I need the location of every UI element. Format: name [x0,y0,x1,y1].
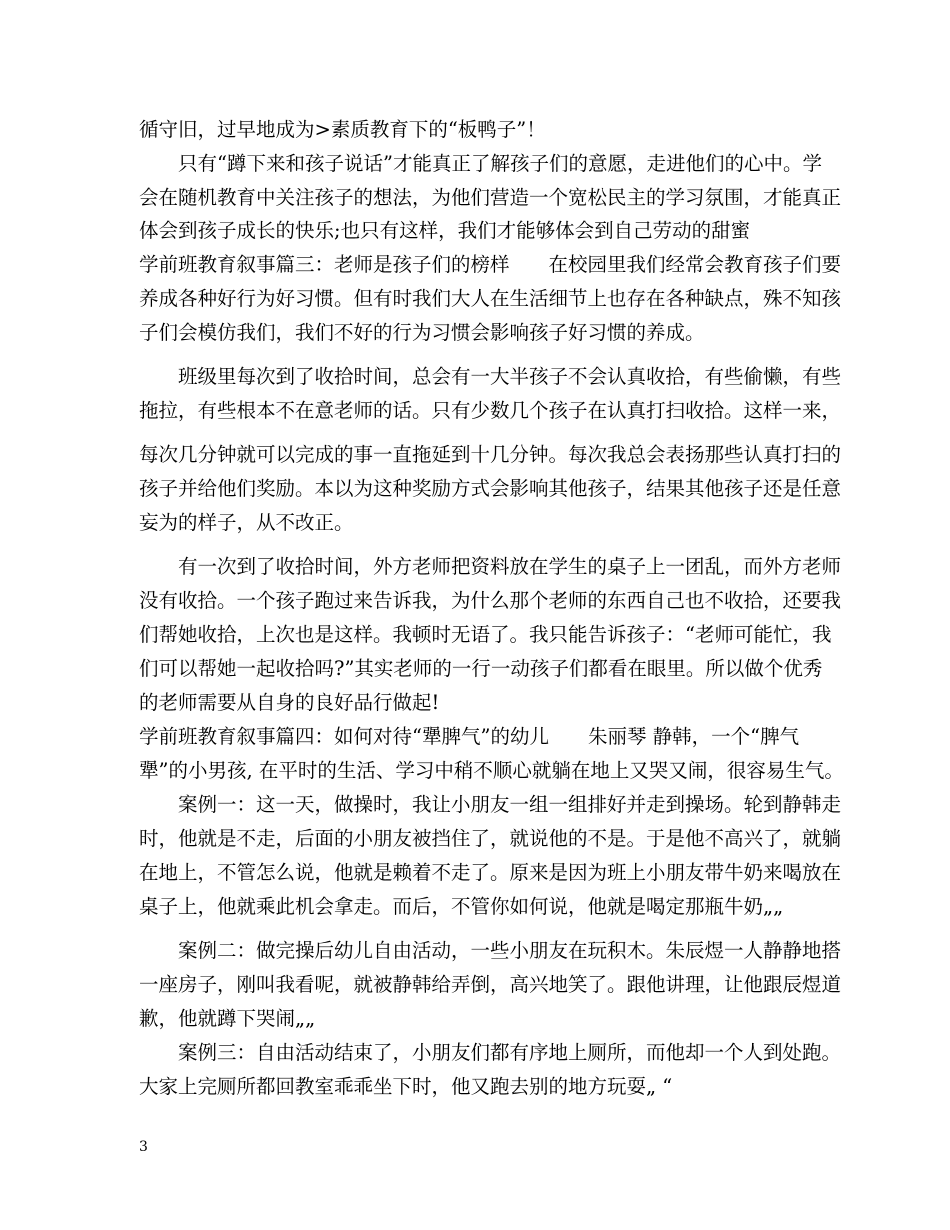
text-line: 子们会模仿我们，我们不好的行为习惯会影响孩子好习惯的养成。 [139,321,705,344]
text-line: 会在随机教育中关注孩子的想法，为他们营造一个宽松民主的学习氛围，才能真正 [139,186,842,209]
text-line: 每次几分钟就可以完成的事一直拖延到十几分钟。每次我总会表扬那些认真打扫的 [139,443,842,466]
page-number: 3 [139,1139,148,1155]
text-line: 循守旧，过早地成为>素质教育下的“板鸭子”！ [139,118,546,141]
paragraph-start-line: 只有“蹲下来和孩子说话”才能真正了解孩子们的意愿，走进他们的心中。学 [178,152,822,175]
text-line: 时，他就是不走，后面的小朋友被挡住了，就说他的不是。于是他不高兴了，就躺 [139,827,842,850]
text-line: 体会到孩子成长的快乐;也只有这样，我们才能够体会到自己劳动的甜蜜 [139,219,751,242]
text-line: 犟”的小男孩, 在平时的生活、学习中稍不顺心就躺在地上又哭又闹，很容易生气。 [139,759,844,782]
paragraph-start-line: 案例三：自由活动结束了，小朋友们都有序地上厕所，而他却一个人到处跑。 [178,1041,842,1064]
text-line: 桌子上，他就乘此机会拿走。而后，不管你如何说，他就是喝定那瓶牛奶„„ [139,895,784,918]
text-line: 拖拉，有些根本不在意老师的话。只有少数几个孩子在认真打扫收拾。这样一来， [139,399,842,422]
text-line: 没有收拾。一个孩子跑过来告诉我，为什么那个老师的东西自己也不收拾，还要我 [139,589,842,612]
section-heading-line: 学前班教育叙事篇四：如何对待“犟脾气”的幼儿 朱丽琴 静韩，一个“脾气 [139,725,800,748]
text-line: 的老师需要从自身的良好品行做起! [139,691,440,714]
paragraph-start-line: 班级里每次到了收拾时间，总会有一大半孩子不会认真收拾，有些偷懒，有些 [178,365,842,388]
text-line: 孩子并给他们奖励。本以为这种奖励方式会影响其他孩子，结果其他孩子还是任意 [139,477,842,500]
text-line: 们帮她收拾，上次也是这样。我顿时无语了。我只能告诉孩子：“老师可能忙，我 [139,623,832,646]
paragraph-start-line: 有一次到了收拾时间，外方老师把资料放在学生的桌子上一团乱，而外方老师 [178,555,842,578]
text-line: 妄为的样子，从不改正。 [139,511,354,534]
text-line: 一座房子，刚叫我看呢，就被静韩给弄倒，高兴地笑了。跟他讲理，让他跟辰煜道 [139,973,842,996]
paragraph-start-line: 案例一：这一天，做操时，我让小朋友一组一组排好并走到操场。轮到静韩走 [178,793,842,816]
text-line: 在地上，不管怎么说，他就是赖着不走了。原来是因为班上小朋友带牛奶来喝放在 [139,861,842,884]
text-line: 们可以帮她一起收拾吗?”其实老师的一行一动孩子们都看在眼里。所以做个优秀 [139,657,823,680]
paragraph-start-line: 案例二：做完操后幼儿自由活动，一些小朋友在玩积木。朱辰煜一人静静地搭 [178,939,842,962]
text-line: 歉，他就蹲下哭闹„„ [139,1007,316,1030]
text-line: 大家上完厕所都回教室乖乖坐下时，他又跑去别的地方玩耍„ “ [139,1075,673,1098]
text-line: 养成各种好行为好习惯。但有时我们大人在生活细节上也存在各种缺点，殊不知孩 [139,287,842,310]
section-heading-line: 学前班教育叙事篇三：老师是孩子们的榜样 在校园里我们经常会教育孩子们要 [139,253,842,276]
